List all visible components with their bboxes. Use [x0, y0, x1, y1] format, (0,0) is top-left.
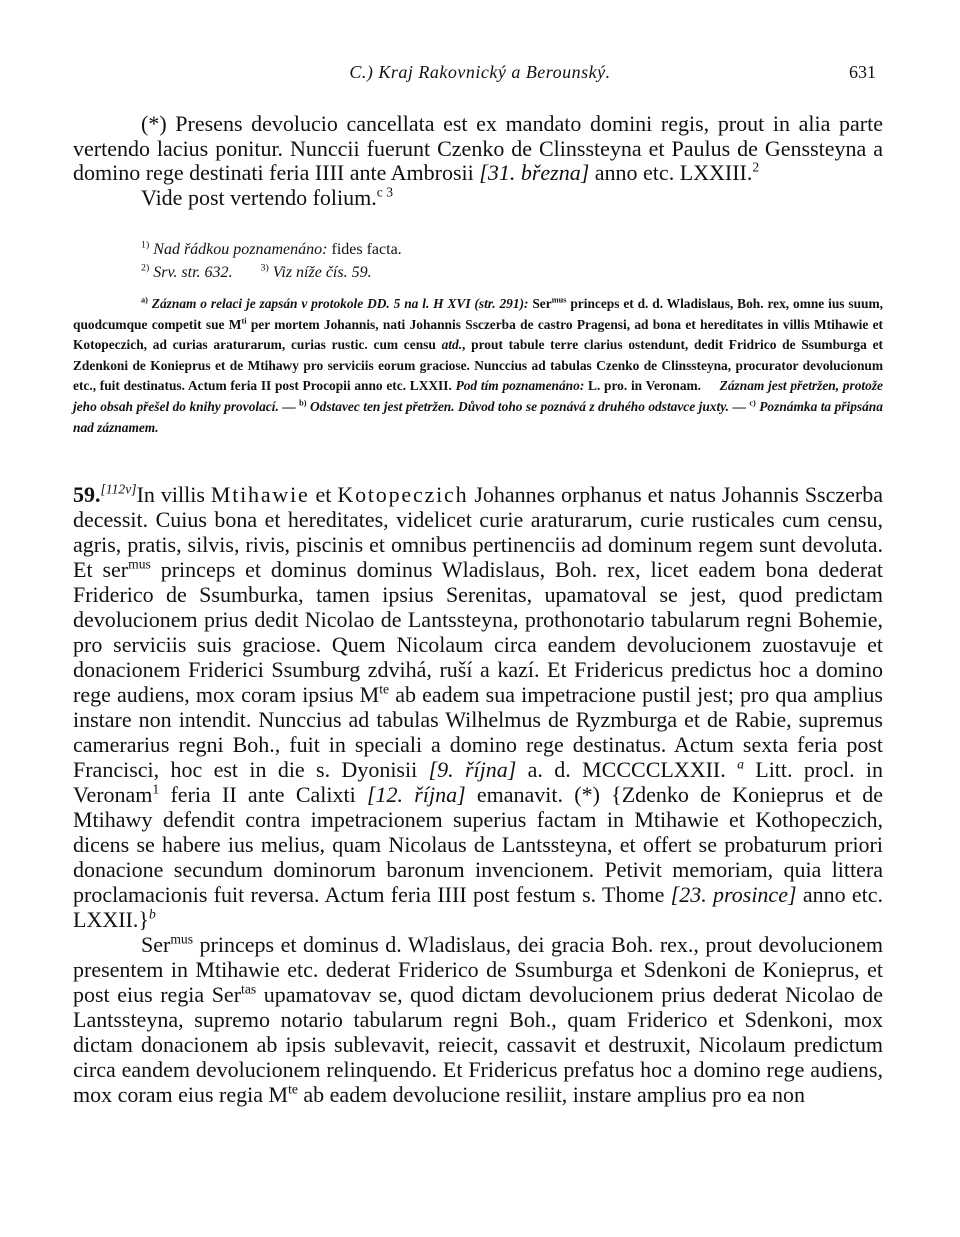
entry-number: 59. [73, 482, 101, 507]
apparatus-note: $^{a)}$ Záznam o relaci je zapsán v protokole DD. 5 na l. H XVI (str. 291): Ser$^{mus}$ princeps et d. d. Wladislaus, Boh. rex, omne ius suum, quodcumque competit sue $M^{ti}$ per mortem Johannis, nati Johannis Ssczerba de castro Pragensi, ad bona et hereditates in villis Mtihawie et Kotopeczich, ad curias araturarum, curias rustic. cum censu atd., prout tabule terre clarius ostendunt, dedit Fridrico de Ssumburga et Zdenkoni de Konieprus et de Mtihawy pro serviciis eorum graciose. Nunccius ad tabulas Czenko de Clinssteyna, procurator devolucionum etc., fuit destinatus. Actum feria II post Procopii anno etc. LXXII. Pod tím poznamenáno: L. pro. in Veronam. Záznam jest přetržen, protože jeho obsah přešel do knihy provolací. — $^{b)}$ Odstavec ten jest přetržen. Důvod toho se poznává z druhého odstavce juxty. — $^{c)}$ Poznámka ta připsána nad záznamem. [73, 295, 884, 435]
date-bracket: [9. října] [428, 757, 517, 782]
vide-refs: c 3 [376, 184, 394, 200]
entry-paragraph-1: 59.[112v]In villis Mtihawie et Kotopeczich Johannes orphanus et natus Johannis Ssczerba decessit. Cuius bona et hereditates, videlicet curie araturarum, curie rusticales cum censu, agris, pratis, silvis, rivis, piscinis et omnibus pertinenciis ad dominum regem sunt devoluta. Et ser$^{mus}$ princeps et dominus dominus Wladislaus, Boh. rex, licet eadem bona dederat Friderico de Ssumburka, tamen ipsius Serenitas, upamatoval se jest, quod predictam devolucionem prius dedit Nicolao de Lantssteyna, prothonotario tabularum regni Bohemie, pro serviciis suis graciose. Quem Nicolaum circa eandem devolucionem zuostavuje et donacionem Friderici Ssumburg zdvihá, ruší a kazí. Et Fridericus predictus hoc a domino rege audiens, mox coram ipsius $M^{te}$ ab eadem sua impetracione pustil jest; pro qua amplius instare non intendit. Nunccius ad tabulas Wilhelmus de Ryzmburga et de Rabie, supremus camerarius regni Boh., fuit in speciali a domino rege destinatus. Actum sexta feria post Francisci, hoc est in die s. Dyonisii [9. října] a. d. MCCCCLXXII. $^a$ Litt. procl. in Veronam$^1$ feria II ante Calixti [12. října] emanavit. (*) {Zdenko de Konieprus et de Mtihawy defendit contra impetracionem superius factam in Mtihawie et Kothopeczich, dicens se habere ius melius, quam Nicolaus de Lantssteyna, et offert se probaturum priori donacione secundum dominorum baronum invencionem. Petivit memoriam, quia littera proclamacionis fuit reversa. Actum feria IIII post festum s. Thome [23. prosince] anno etc. LXXII.}$^b$ [73, 481, 884, 932]
lead-text [73, 112, 883, 186]
date-bracket: [31. března] [479, 160, 590, 185]
lead-line2: anno etc. LXXIII. [594, 160, 753, 185]
lead-paragraph [73, 112, 883, 210]
running-head [0, 62, 960, 90]
note-ref: 2 [752, 159, 760, 175]
entry-paragraph-2: Ser$^{mus}$ princeps et dominus d. Wladislaus, dei gracia Boh. rex., prout devolucionem presentem in Mtihawie etc. dederat Friderico de Ssumburga et Sdenkoni de Konieprus, et post eius regia Ser$^{tas}$ upamatovav se, quod dictam devolucionem prius dederat Nicolao de Lantssteyna, supremo notario tabularum regni Boh., quam Friderico et Sdenkoni, mox dictam donacionem ab ipsis sublevavit, reiecit, cassavit et destruxit, Nicolaum predictum circa eandem devolucionem relinquendo. Et Fridericus prefatus hoc a domino rege audiens, mox coram eius regia $M^{te}$ ab eadem devolucione resiliit, instare amplius pro ea non [73, 931, 884, 1107]
lead-line1: Presens devolucio cancellata est ex mandato domini regis, prout in alia parte vertendo lacius ponitur. Nunccii fuerunt Czenko de Clinssteyna et Paulus de Genssteyna a domino rege destinati feria IIII ante Ambrosii [73, 111, 883, 185]
running-title: C.) Kraj Rakovnický a Berounský. [349, 62, 611, 82]
footnotes [73, 238, 883, 284]
date-bracket: [23. prosince] [670, 882, 797, 907]
date-bracket: [12. října] [366, 782, 466, 807]
place-name: Mtihawie [210, 482, 310, 507]
critical-apparatus [73, 294, 883, 438]
folio-ref: [112v] [100, 481, 137, 497]
place-name: Kotopeczich [337, 482, 469, 507]
vide-line: Vide post vertendo folium.$^{c 3}$ [141, 184, 394, 210]
page-number: 631 [849, 62, 876, 82]
footnote-2-3: $^{2)}$ Srv. str. 632. $^{3)}$ Viz níže čís. 59. [141, 262, 372, 281]
asterisk-mark: (*) [141, 111, 167, 136]
entry-59 [73, 482, 883, 1107]
footnote-1: $^{1)}$ Nad řádkou poznamenáno: fides facta. [141, 239, 402, 258]
